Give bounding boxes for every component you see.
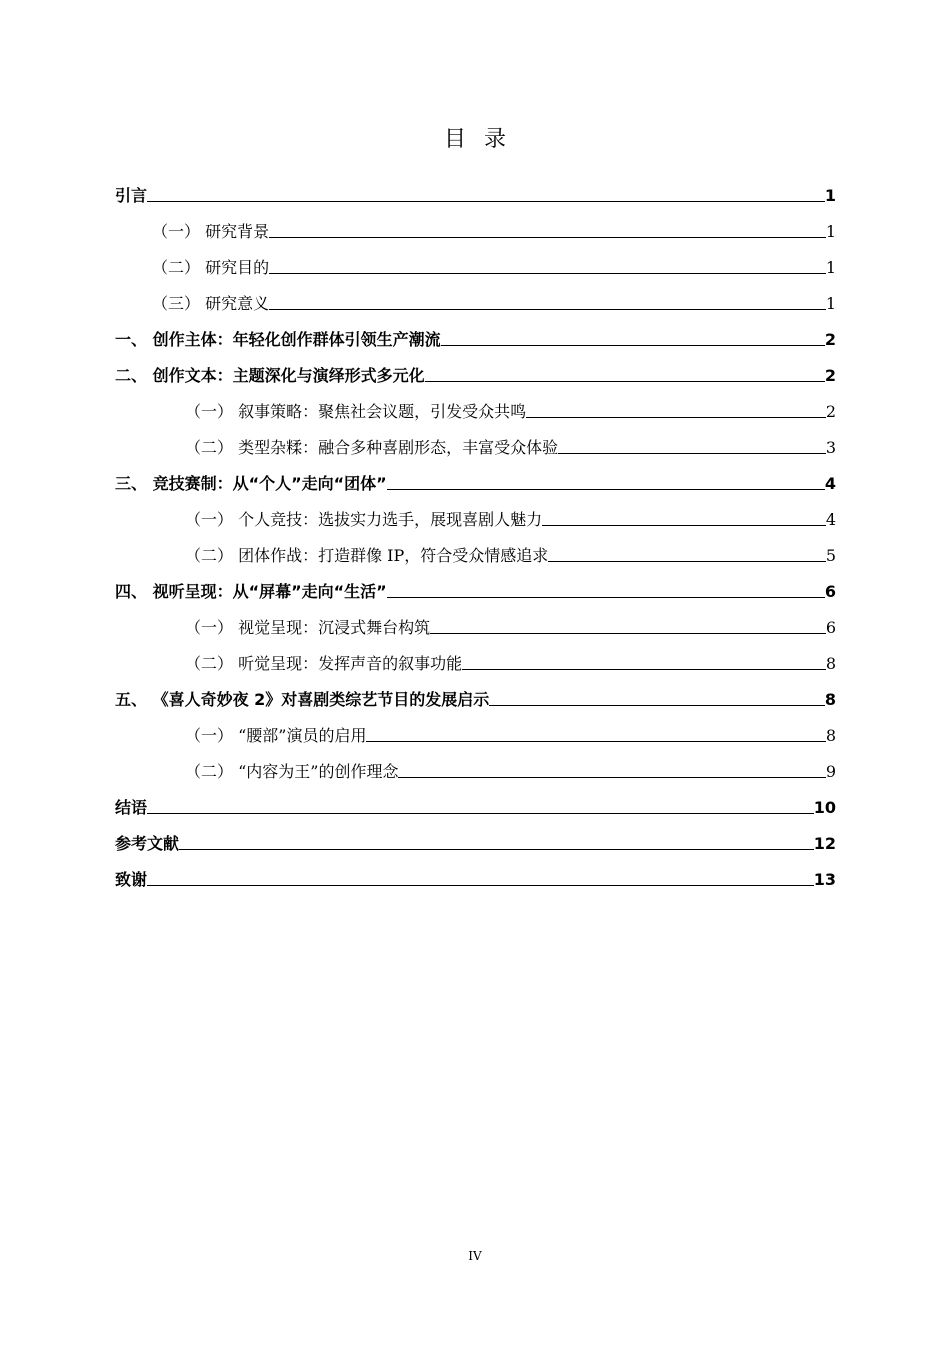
toc-entry-label: （二） 团体作战：打造群像 IP，符合受众情感追求 — [185, 546, 549, 565]
toc-entry[interactable] — [115, 787, 836, 819]
toc-entry-label: （一） 研究背景 — [152, 222, 270, 241]
toc-leader-line — [558, 453, 826, 454]
toc-entry-label: （二） “内容为王”的创作理念 — [185, 762, 399, 781]
toc-leader-line — [542, 525, 826, 526]
toc-entry[interactable] — [185, 499, 836, 531]
toc-entry-page-number: 1 — [825, 258, 836, 277]
toc-entry-page-number: 4 — [825, 510, 836, 529]
toc-leader-line — [526, 417, 826, 418]
toc-entry-page-number: 4 — [824, 474, 836, 493]
toc-entry-page-number: 8 — [825, 654, 836, 673]
toc-entry[interactable] — [152, 211, 836, 243]
toc-entry[interactable] — [115, 823, 836, 855]
toc-entry-label: 致谢 — [115, 870, 148, 889]
toc-leader-line — [147, 813, 814, 814]
toc-entry-label: （一） 个人竞技：选拔实力选手，展现喜剧人魅力 — [185, 510, 543, 529]
toc-entry-page-number: 2 — [824, 366, 836, 385]
toc-entry-label: （一） 叙事策略：聚焦社会议题，引发受众共鸣 — [185, 402, 527, 421]
toc-entry[interactable] — [185, 715, 836, 747]
toc-entry-page-number: 13 — [813, 870, 836, 889]
toc-entry-page-number: 3 — [825, 438, 836, 457]
toc-entry-page-number: 8 — [825, 726, 836, 745]
toc-entry[interactable] — [115, 571, 836, 603]
page-number: IV — [468, 1249, 482, 1263]
toc-leader-line — [441, 345, 825, 346]
toc-entry-page-number: 8 — [824, 690, 836, 709]
toc-leader-line — [387, 489, 825, 490]
toc-entry[interactable] — [185, 751, 836, 783]
toc-entry-label: 五、 《喜人奇妙夜 2》对喜剧类综艺节目的发展启示 — [115, 690, 490, 709]
toc-entry-page-number: 1 — [824, 186, 836, 205]
toc-entry-label: 引言 — [115, 186, 148, 205]
toc-entry-page-number: 1 — [825, 294, 836, 313]
toc-entry-page-number: 10 — [813, 798, 836, 817]
toc-entry[interactable] — [115, 463, 836, 495]
toc-entry-label: 结语 — [115, 798, 148, 817]
toc-leader-line — [147, 885, 814, 886]
toc-entry-label: （二） 研究目的 — [152, 258, 270, 277]
toc-entry-page-number: 2 — [825, 402, 836, 421]
toc-leader-line — [269, 237, 826, 238]
toc-leader-line — [387, 597, 825, 598]
toc-entry-page-number: 12 — [813, 834, 836, 853]
toc-entry[interactable] — [185, 643, 836, 675]
toc-leader-line — [147, 201, 825, 202]
toc-entry-page-number: 5 — [825, 546, 836, 565]
toc-entry[interactable] — [152, 283, 836, 315]
toc-entry-label: 一、 创作主体：年轻化创作群体引领生产潮流 — [115, 330, 441, 349]
toc-entry-page-number: 9 — [825, 762, 836, 781]
toc-entry[interactable] — [152, 247, 836, 279]
toc-leader-line — [425, 381, 825, 382]
toc-entry[interactable] — [185, 391, 836, 423]
toc-entry-label: 四、 视听呈现：从“屏幕”走向“生活” — [115, 582, 387, 601]
toc-entry[interactable] — [185, 535, 836, 567]
toc-entry[interactable] — [115, 679, 836, 711]
toc-entry[interactable] — [115, 319, 836, 351]
toc-entry-page-number: 2 — [824, 330, 836, 349]
toc-entry-label: （二） 类型杂糅：融合多种喜剧形态，丰富受众体验 — [185, 438, 559, 457]
toc-leader-line — [462, 669, 826, 670]
toc-entry-label: 二、 创作文本：主题深化与演绎形式多元化 — [115, 366, 425, 385]
toc-leader-line — [269, 309, 826, 310]
toc-entry-label: （三） 研究意义 — [152, 294, 270, 313]
toc-leader-line — [548, 561, 826, 562]
toc-entry-label: （一） “腰部”演员的启用 — [185, 726, 367, 745]
toc-entry[interactable] — [115, 859, 836, 891]
toc-entry[interactable] — [185, 427, 836, 459]
toc-entry[interactable] — [115, 355, 836, 387]
toc-entry[interactable] — [185, 607, 836, 639]
toc-leader-line — [179, 849, 814, 850]
toc-leader-line — [430, 633, 826, 634]
toc-entry-label: 参考文献 — [115, 834, 180, 853]
toc-leader-line — [398, 777, 825, 778]
toc-entry-page-number: 1 — [825, 222, 836, 241]
toc-entry-label: （二） 听觉呈现：发挥声音的叙事功能 — [185, 654, 463, 673]
toc-entry-label: 三、 竞技赛制：从“个人”走向“团体” — [115, 474, 387, 493]
toc-entry-page-number: 6 — [824, 582, 836, 601]
toc-entry-page-number: 6 — [825, 618, 836, 637]
toc-entry[interactable] — [115, 175, 836, 207]
toc-entry-label: （一） 视觉呈现：沉浸式舞台构筑 — [185, 618, 431, 637]
page-title: 目录 — [443, 127, 524, 152]
toc-leader-line — [366, 741, 825, 742]
toc-leader-line — [489, 705, 825, 706]
toc-leader-line — [269, 273, 826, 274]
